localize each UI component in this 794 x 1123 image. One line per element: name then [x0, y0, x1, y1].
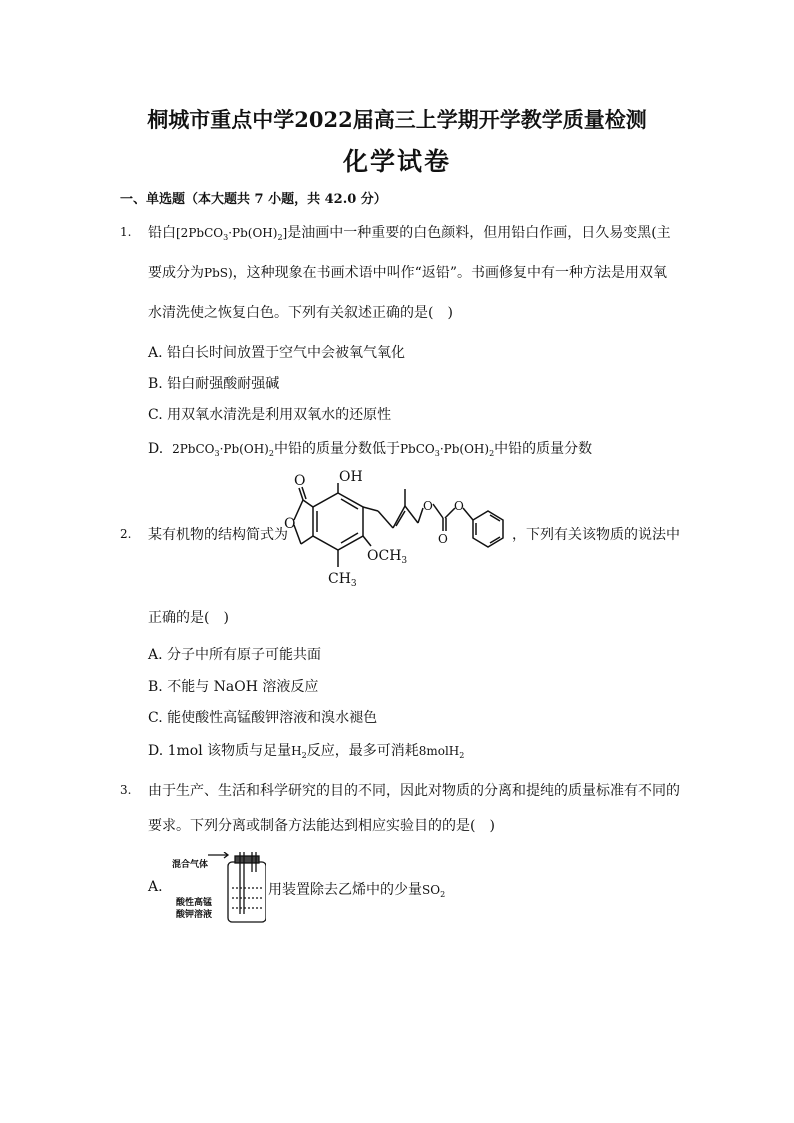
q1-option-b: B. 铅白耐强酸耐强碱 [148, 376, 280, 392]
question-2-line-2 [148, 607, 229, 627]
struct-ester-o3-label: O [454, 499, 464, 513]
q2-option-c: C. 能使酸性高锰酸钾溶液和溴水褪色 [148, 710, 378, 726]
q1-line3-text: 水清洗使之恢复白色。下列有关叙述正确的是 [148, 305, 428, 321]
apparatus-label-mixed-gas: 混合气体 [172, 860, 209, 870]
q1-line2-b: ，这种现象在书画术语中叫作“返铅”。书画修复中有一种方法是用双氧 [232, 265, 667, 281]
struct-ring-o-label: O [284, 516, 296, 532]
q1-text-a: 铅白 [148, 225, 176, 241]
q3-line2-text: 要求。下列分离或制备方法能达到相应实验目的的是 [148, 818, 470, 834]
struct-och3-label: $OCH_3$ [367, 548, 408, 566]
bottle-body [228, 862, 266, 922]
q3-option-a-text: 用装置除去乙烯中的少量$SO_2$ [268, 882, 446, 899]
document-subtitle: 化学试卷 [342, 147, 451, 176]
q1-option-c: C. 用双氧水清洗是利用双氧水的还原性 [148, 407, 392, 423]
question-number-2: 2. [120, 527, 132, 541]
question-number-1: 1. [120, 225, 132, 239]
q2-option-a: A. 分子中所有原子可能共面 [148, 647, 322, 663]
q1-formula-lead-white: $[2PbCO_3\cdot Pb(OH)_2]$ [176, 226, 288, 242]
question-1-line-2 [148, 262, 667, 282]
q1-line2-a: 要成分为 [148, 265, 204, 281]
q3-option-a-prefix: A. [148, 879, 163, 895]
question-3-line-1: 由于生产、生活和科学研究的目的不同，因此对物质的分离和提纯的质量标准有不同的 [148, 783, 680, 799]
q1-formula-pbs: PbS) [204, 266, 233, 280]
q1-answer-blank: ( ) [428, 305, 453, 321]
q1-option-a: A. 铅白长时间放置于空气中会被氧气氧化 [148, 345, 406, 361]
struct-carbonyl-o-label: O [294, 473, 306, 489]
question-number-3: 3. [120, 783, 132, 797]
q2-option-b: B. 不能与 NaOH 溶液反应 [148, 679, 319, 695]
organic-structure-diagram [283, 468, 515, 594]
q1-option-d: D. $2PbCO_3\cdot Pb(OH)_2$中铅的质量分数低于$PbCO_3\cdot Pb(OH)_2$中铅的质量分数 [148, 441, 593, 458]
q2-option-d: D. 1mol 该物质与足量$H_2$反应，最多可消耗8molH$_2$ [148, 743, 465, 760]
apparatus-label-solution-2: 酸钾溶液 [176, 910, 213, 920]
section-heading: 一、单选题（本大题共 7 小题，共 42.0 分） [120, 192, 387, 207]
struct-ester-o2-label: O [438, 532, 448, 546]
question-1-line-1 [148, 222, 671, 242]
question-1-line-3 [148, 302, 453, 322]
q1-text-c: (主 [651, 225, 671, 241]
apparatus-label-solution-1: 酸性高锰 [176, 898, 213, 908]
q3-answer-blank: ( ) [470, 818, 495, 834]
struct-oh-label: OH [339, 469, 363, 485]
struct-ester-o1-label: O [423, 499, 433, 513]
struct-ch3-label: $CH_3$ [328, 571, 357, 589]
question-2-line-1b: ，下列有关该物质的说法中 [512, 527, 680, 543]
q1-text-b: 是油画中一种重要的白色颜料，但用铅白作画，日久易变黑 [287, 225, 652, 241]
q2-line2-text: 正确的是 [148, 610, 204, 626]
question-2-line-1a: 某有机物的结构简式为 [148, 527, 288, 543]
q2-answer-blank: ( ) [204, 610, 229, 626]
question-3-line-2 [148, 815, 495, 835]
document-title: 桐城市重点中学2022届高三上学期开学教学质量检测 [147, 107, 647, 132]
